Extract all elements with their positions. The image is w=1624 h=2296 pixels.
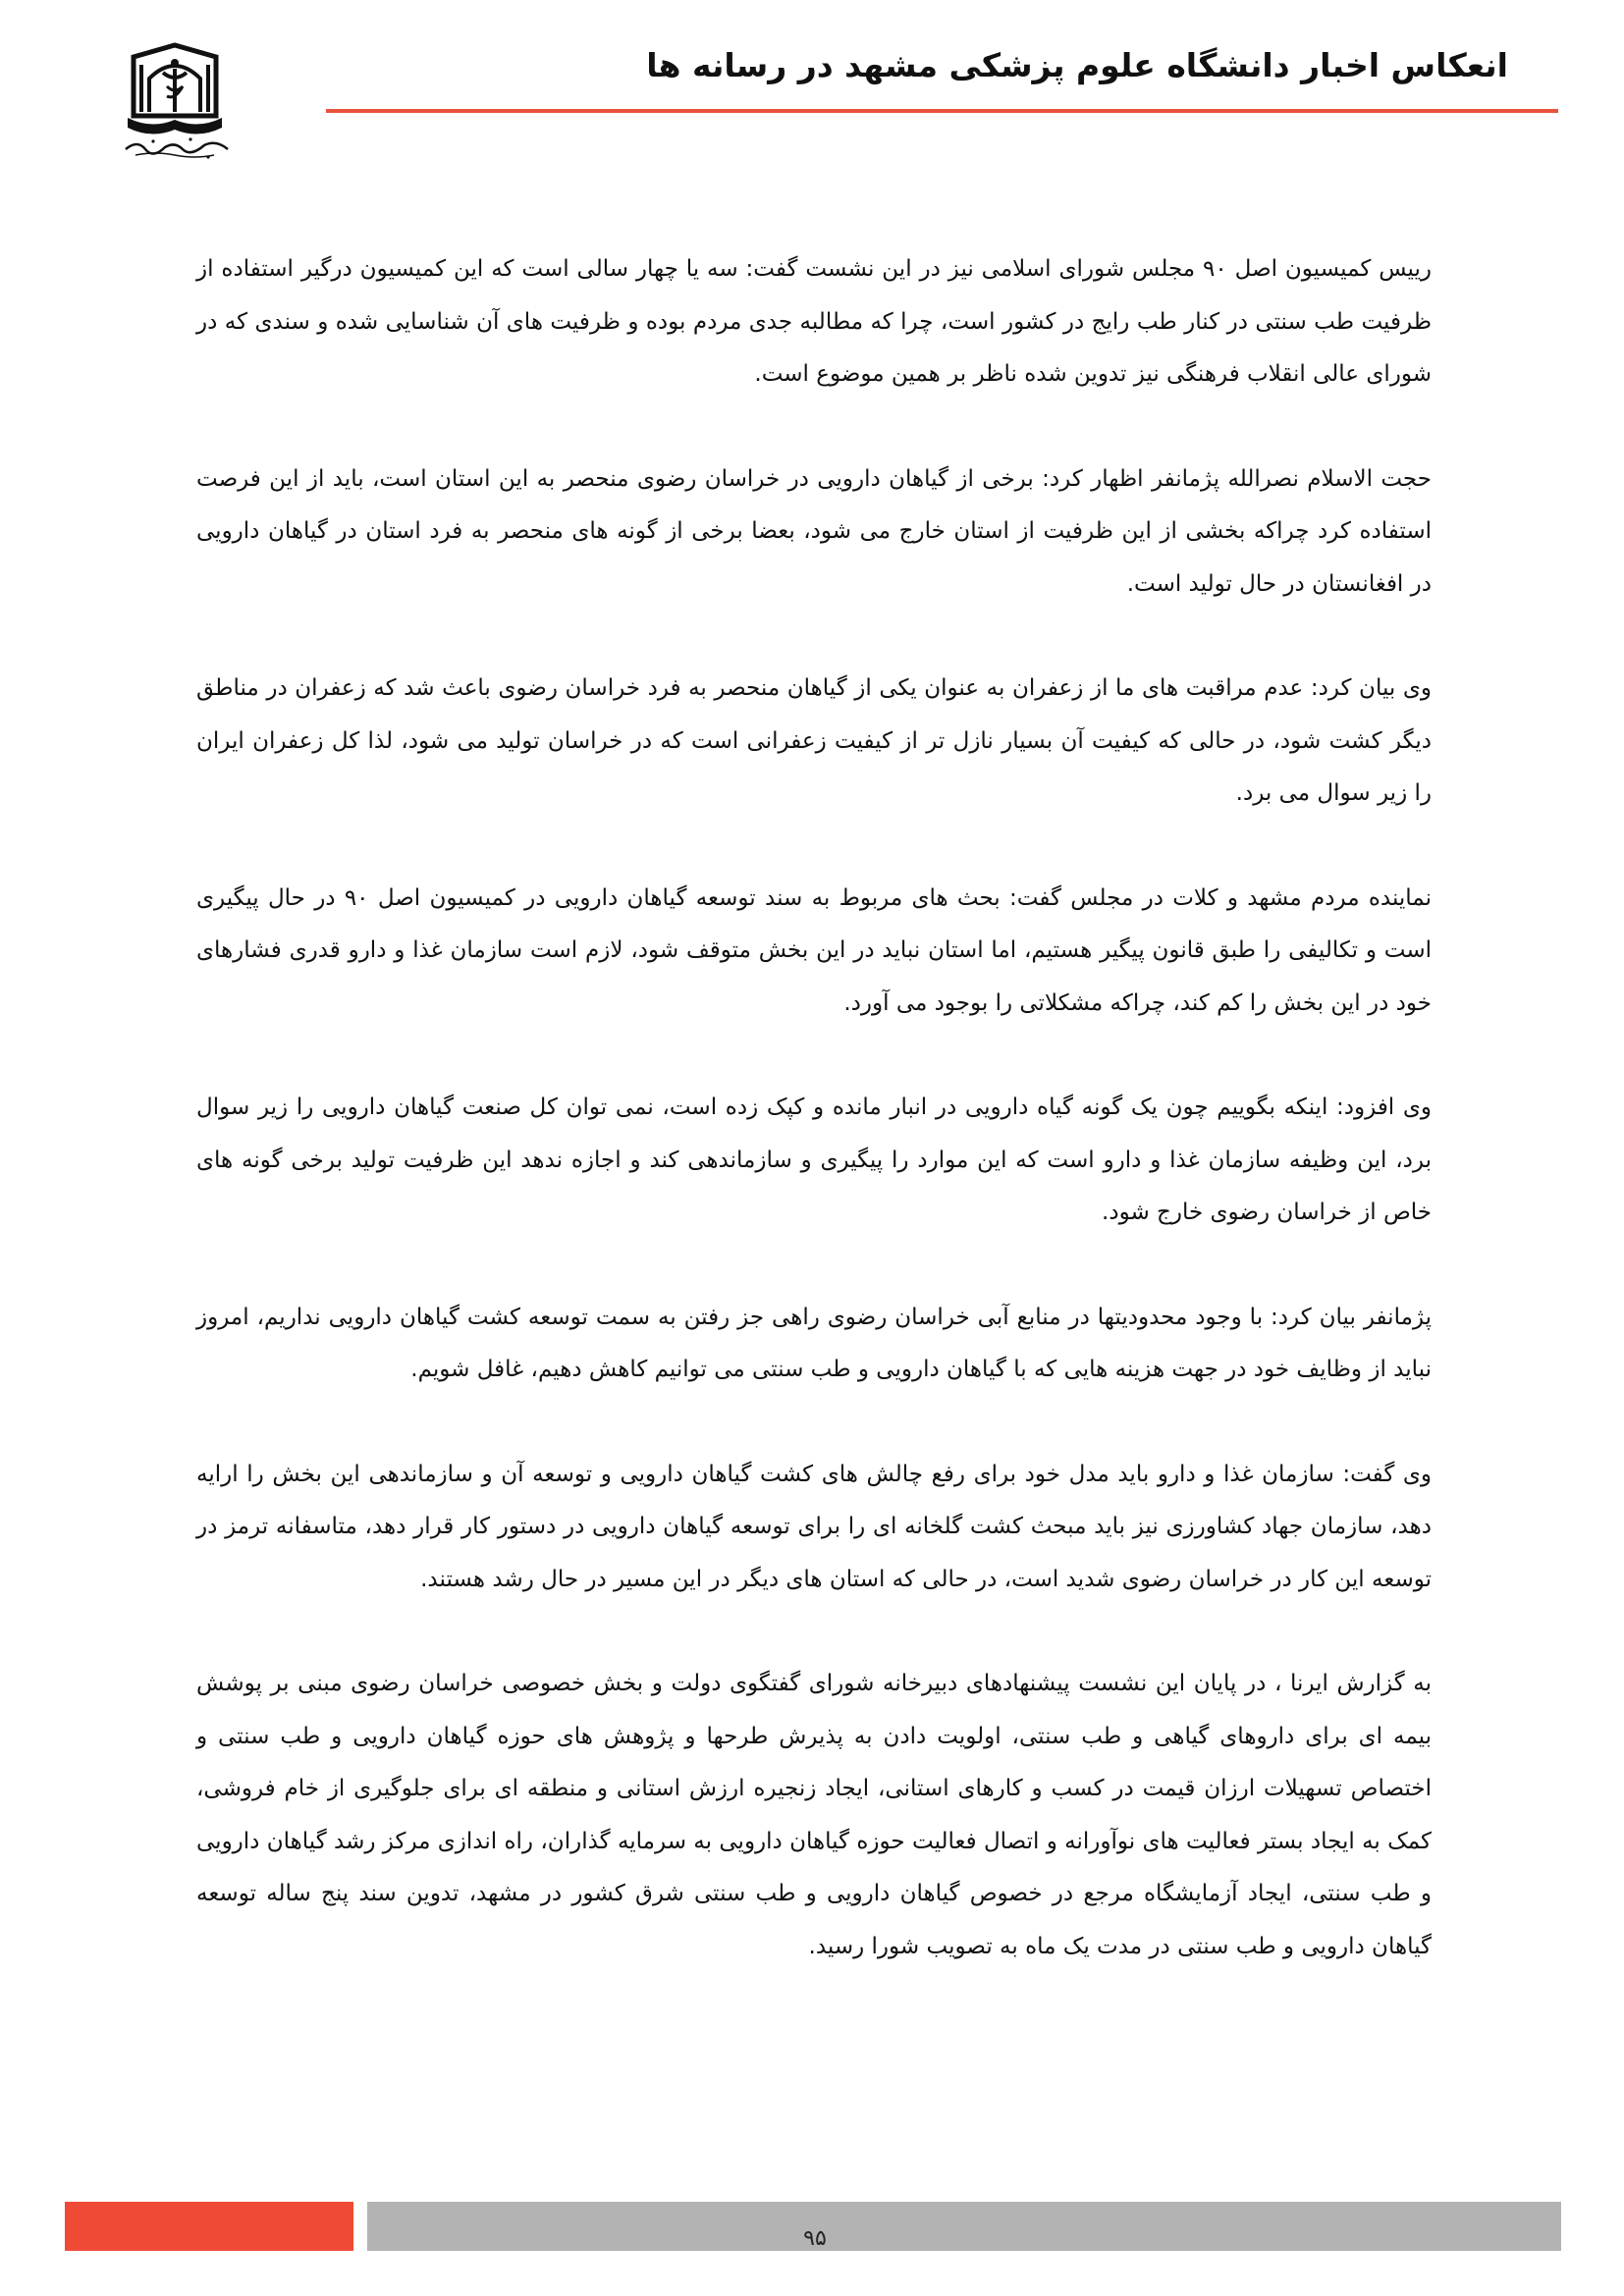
paragraph: وی بیان کرد: عدم مراقبت های ما از زعفران به عنوان یکی از گیاهان منحصر به فرد خراسان رضوی باعث شد که زعفران در مناطق دیگر کشت شود، در حالی که کیفیت آن بسیار نازل تر از کیفیت زعفرانی است که در خراسان تولید می شود، لذا کل زعفران ایران را زیر سوال می برد. — [196, 675, 1432, 806]
footer-red-bar — [65, 2202, 353, 2251]
paragraph: به گزارش ایرنا ، در پایان این نشست پیشنهادهای دبیرخانه شورای گفتگوی دولت و بخش خصوصی خراسان رضوی مبنی بر پوشش بیمه ای برای داروهای گیاهی و طب سنتی، اولویت دادن به پذیرش طرحها و پژوهش های حوزه گیاهان دارویی و طب سنتی و اختصاص تسهیلات ارزان قیمت در کسب و کارهای استانی، ایجاد زنجیره ارزش استانی و منطقه ای برای جلوگیری از خام فروشی، کمک به ایجاد بستر فعالیت های نوآورانه و اتصال فعالیت حوزه گیاهان دارویی به سرمایه گذاران، راه اندازی مرکز رشد گیاهان دارویی و طب سنتی، ایجاد آزمایشگاه مرجع در خصوص گیاهان دارویی و طب سنتی شرق کشور در مشهد، تدوین سند پنج ساله توسعه گیاهان دارویی و طب سنتی در مدت یک ماه به تصویب شورا رسید. — [196, 1671, 1432, 1959]
university-emblem-icon — [106, 39, 244, 167]
header-divider — [326, 109, 1558, 113]
paragraph: وی گفت: سازمان غذا و دارو باید مدل خود برای رفع چالش های کشت گیاهان دارویی و توسعه آن و سازماندهی این بخش را ارایه دهد، سازمان جهاد کشاورزی نیز باید مبحث کشت گلخانه ای را برای توسعه گیاهان دارویی در دستور کار قرار دهد، متاسفانه ترمز در توسعه این کار در خراسان رضوی شدید است، در حالی که استان های دیگر در این مسیر در حال رشد هستند. — [196, 1461, 1432, 1592]
footer-gray-bar — [367, 2202, 1561, 2251]
article-body — [196, 243, 1432, 2025]
page-number: ۹۵ — [803, 2226, 827, 2251]
paragraph: پژمانفر بیان کرد: با وجود محدودیتها در منابع آبی خراسان رضوی راهی جز رفتن به سمت توسعه کشت گیاهان دارویی نداریم، امروز نباید از وظایف خود در جهت هزینه هایی که با گیاهان دارویی و طب سنتی می توانیم کاهش دهیم، غافل شویم. — [196, 1304, 1432, 1382]
paragraph: وی افزود: اینکه بگوییم چون یک گونه گیاه دارویی در انبار مانده و کپک زده است، نمی توان کل صنعت گیاهان دارویی را زیر سوال برد، این وظیفه سازمان غذا و دارو است که این موارد را پیگیری و سازماندهی کند و اجازه ندهد این ظرفیت تولید برخی گونه های خاص از خراسان رضوی خارج شود. — [196, 1095, 1432, 1225]
paragraph: رییس کمیسیون اصل ۹۰ مجلس شورای اسلامی نیز در این نشست گفت: سه یا چهار سالی است که این کمیسیون درگیر استفاده از ظرفیت طب سنتی در کنار طب رایج در کشور است، چرا که مطالبه جدی مردم بوده و ظرفیت های آن شناسایی شده و سندی که در شورای عالی انقلاب فرهنگی نیز تدوین شده ناظر بر همین موضوع است. — [196, 256, 1432, 387]
paragraph: نماینده مردم مشهد و کلات در مجلس گفت: بحث های مربوط به سند توسعه گیاهان دارویی در کمیسیون اصل ۹۰ در حال پیگیری است و تکالیفی را طبق قانون پیگیر هستیم، اما استان نباید در این بخش متوقف شود، لازم است سازمان غذا و دارو قدری فشارهای خود در این بخش را کم کند، چراکه مشکلاتی را بوجود می آورد. — [196, 884, 1432, 1016]
page-title: انعکاس اخبار دانشگاه علوم پزشکی مشهد در رسانه ها — [646, 46, 1508, 84]
paragraph: حجت الاسلام نصرالله پژمانفر اظهار کرد: برخی از گیاهان دارویی در خراسان رضوی منحصر به این استان است، باید از این فرصت استفاده کرد چراکه بخشی از این ظرفیت از استان خارج می شود، بعضا برخی از گونه های منحصر به فرد استان در گیاهان دارویی در افغانستان در حال تولید است. — [196, 465, 1432, 597]
